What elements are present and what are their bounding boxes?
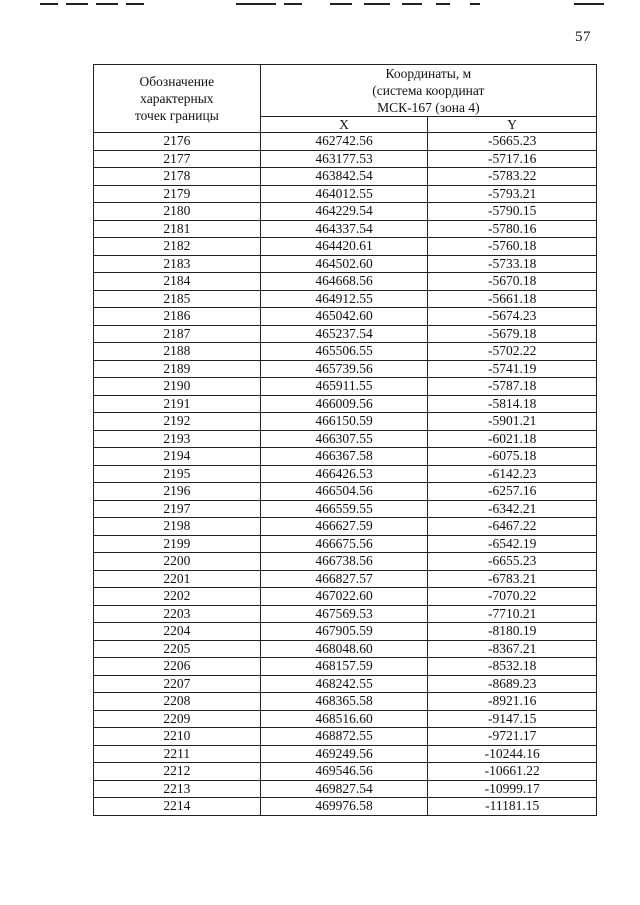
- y-coordinate-cell: -11181.15: [428, 798, 597, 816]
- x-coordinate-cell: 464502.60: [260, 255, 428, 273]
- y-coordinate-cell: -9721.17: [428, 728, 597, 746]
- x-coordinate-cell: 466675.56: [260, 535, 428, 553]
- table-row: [94, 675, 597, 693]
- header-points-line-2: характерных: [140, 91, 214, 106]
- point-id-cell: 2178: [94, 168, 261, 186]
- y-coordinate-cell: -6142.23: [428, 465, 597, 483]
- table-row: [94, 518, 597, 536]
- table-row: [94, 780, 597, 798]
- x-coordinate-cell: 464420.61: [260, 238, 428, 256]
- x-coordinate-cell: 466426.53: [260, 465, 428, 483]
- coordinates-table: [93, 64, 597, 816]
- point-id-cell: 2185: [94, 290, 261, 308]
- x-coordinate-cell: 464912.55: [260, 290, 428, 308]
- header-y: Y: [428, 117, 597, 133]
- y-coordinate-cell: -6075.18: [428, 448, 597, 466]
- x-coordinate-cell: 468157.59: [260, 658, 428, 676]
- x-coordinate-cell: 466627.59: [260, 518, 428, 536]
- table-row: [94, 133, 597, 151]
- x-coordinate-cell: 468872.55: [260, 728, 428, 746]
- y-coordinate-cell: -6021.18: [428, 430, 597, 448]
- table-row: [94, 588, 597, 606]
- page-number: 57: [575, 29, 591, 45]
- point-id-cell: 2209: [94, 710, 261, 728]
- x-coordinate-cell: 463842.54: [260, 168, 428, 186]
- point-id-cell: 2214: [94, 798, 261, 816]
- point-id-cell: 2186: [94, 308, 261, 326]
- y-coordinate-cell: -6783.21: [428, 570, 597, 588]
- y-coordinate-cell: -8532.18: [428, 658, 597, 676]
- point-id-cell: 2202: [94, 588, 261, 606]
- point-id-cell: 2197: [94, 500, 261, 518]
- x-coordinate-cell: 467022.60: [260, 588, 428, 606]
- y-coordinate-cell: -5783.22: [428, 168, 597, 186]
- x-coordinate-cell: 466827.57: [260, 570, 428, 588]
- point-id-cell: 2176: [94, 133, 261, 151]
- x-coordinate-cell: 466367.58: [260, 448, 428, 466]
- y-coordinate-cell: -7710.21: [428, 605, 597, 623]
- point-id-cell: 2198: [94, 518, 261, 536]
- y-coordinate-cell: -6342.21: [428, 500, 597, 518]
- y-coordinate-cell: -8180.19: [428, 623, 597, 641]
- y-coordinate-cell: -5674.23: [428, 308, 597, 326]
- point-id-cell: 2192: [94, 413, 261, 431]
- point-id-cell: 2196: [94, 483, 261, 501]
- point-id-cell: 2193: [94, 430, 261, 448]
- table-row: [94, 290, 597, 308]
- point-id-cell: 2213: [94, 780, 261, 798]
- x-coordinate-cell: 469546.56: [260, 763, 428, 781]
- x-coordinate-cell: 466150.59: [260, 413, 428, 431]
- table-row: [94, 343, 597, 361]
- x-coordinate-cell: 465042.60: [260, 308, 428, 326]
- y-coordinate-cell: -8367.21: [428, 640, 597, 658]
- table-row: [94, 535, 597, 553]
- x-coordinate-cell: 469249.56: [260, 745, 428, 763]
- table-row: [94, 465, 597, 483]
- header-coords-line-2: (система координат: [372, 83, 485, 98]
- y-coordinate-cell: -5733.18: [428, 255, 597, 273]
- table-row: [94, 413, 597, 431]
- table-row: [94, 395, 597, 413]
- y-coordinate-cell: -6542.19: [428, 535, 597, 553]
- x-coordinate-cell: 464012.55: [260, 185, 428, 203]
- x-coordinate-cell: 468365.58: [260, 693, 428, 711]
- x-coordinate-cell: 465506.55: [260, 343, 428, 361]
- table-row: [94, 360, 597, 378]
- point-id-cell: 2191: [94, 395, 261, 413]
- point-id-cell: 2195: [94, 465, 261, 483]
- point-id-cell: 2177: [94, 150, 261, 168]
- y-coordinate-cell: -6257.16: [428, 483, 597, 501]
- table-row: [94, 203, 597, 221]
- x-coordinate-cell: 464337.54: [260, 220, 428, 238]
- header-x: X: [260, 117, 428, 133]
- x-coordinate-cell: 469827.54: [260, 780, 428, 798]
- table-row: [94, 640, 597, 658]
- x-coordinate-cell: 465911.55: [260, 378, 428, 396]
- header-coordinates: [260, 65, 596, 117]
- x-coordinate-cell: 466738.56: [260, 553, 428, 571]
- header-points-line-1: Обозначение: [139, 74, 215, 89]
- point-id-cell: 2206: [94, 658, 261, 676]
- table-body: [94, 133, 597, 816]
- x-coordinate-cell: 468242.55: [260, 675, 428, 693]
- point-id-cell: 2201: [94, 570, 261, 588]
- point-id-cell: 2211: [94, 745, 261, 763]
- table-row: [94, 728, 597, 746]
- table-row: [94, 658, 597, 676]
- point-id-cell: 2181: [94, 220, 261, 238]
- point-id-cell: 2207: [94, 675, 261, 693]
- y-coordinate-cell: -5760.18: [428, 238, 597, 256]
- y-coordinate-cell: -7070.22: [428, 588, 597, 606]
- table-row: [94, 798, 597, 816]
- point-id-cell: 2210: [94, 728, 261, 746]
- y-coordinate-cell: -5790.15: [428, 203, 597, 221]
- table-row: [94, 483, 597, 501]
- point-id-cell: 2184: [94, 273, 261, 291]
- table-row: [94, 693, 597, 711]
- y-coordinate-cell: -5702.22: [428, 343, 597, 361]
- table-row: [94, 710, 597, 728]
- x-coordinate-cell: 468048.60: [260, 640, 428, 658]
- table-row: [94, 168, 597, 186]
- table-row: [94, 325, 597, 343]
- point-id-cell: 2200: [94, 553, 261, 571]
- header-coords-line-1: Координаты, м: [385, 66, 472, 81]
- table-row: [94, 378, 597, 396]
- point-id-cell: 2208: [94, 693, 261, 711]
- y-coordinate-cell: -8689.23: [428, 675, 597, 693]
- y-coordinate-cell: -5665.23: [428, 133, 597, 151]
- y-coordinate-cell: -5814.18: [428, 395, 597, 413]
- y-coordinate-cell: -5787.18: [428, 378, 597, 396]
- table-row: [94, 150, 597, 168]
- y-coordinate-cell: -5741.19: [428, 360, 597, 378]
- point-id-cell: 2199: [94, 535, 261, 553]
- point-id-cell: 2194: [94, 448, 261, 466]
- y-coordinate-cell: -9147.15: [428, 710, 597, 728]
- y-coordinate-cell: -10244.16: [428, 745, 597, 763]
- x-coordinate-cell: 462742.56: [260, 133, 428, 151]
- table-row: [94, 623, 597, 641]
- table-row: [94, 745, 597, 763]
- y-coordinate-cell: -6655.23: [428, 553, 597, 571]
- x-coordinate-cell: 465739.56: [260, 360, 428, 378]
- point-id-cell: 2187: [94, 325, 261, 343]
- y-coordinate-cell: -5793.21: [428, 185, 597, 203]
- point-id-cell: 2189: [94, 360, 261, 378]
- point-id-cell: 2205: [94, 640, 261, 658]
- scan-edge-marks: [0, 0, 640, 14]
- x-coordinate-cell: 464668.56: [260, 273, 428, 291]
- point-id-cell: 2180: [94, 203, 261, 221]
- table-row: [94, 763, 597, 781]
- y-coordinate-cell: -5670.18: [428, 273, 597, 291]
- y-coordinate-cell: -8921.16: [428, 693, 597, 711]
- x-coordinate-cell: 466559.55: [260, 500, 428, 518]
- table-row: [94, 308, 597, 326]
- x-coordinate-cell: 467569.53: [260, 605, 428, 623]
- table-row: [94, 273, 597, 291]
- point-id-cell: 2204: [94, 623, 261, 641]
- header-points-line-3: точек границы: [134, 108, 219, 123]
- x-coordinate-cell: 469976.58: [260, 798, 428, 816]
- table-row: [94, 255, 597, 273]
- y-coordinate-cell: -5901.21: [428, 413, 597, 431]
- point-id-cell: 2212: [94, 763, 261, 781]
- y-coordinate-cell: -10999.17: [428, 780, 597, 798]
- table-row: [94, 553, 597, 571]
- table-row: [94, 220, 597, 238]
- y-coordinate-cell: -5661.18: [428, 290, 597, 308]
- y-coordinate-cell: -5679.18: [428, 325, 597, 343]
- table-row: [94, 500, 597, 518]
- table-row: [94, 185, 597, 203]
- x-coordinate-cell: 466307.55: [260, 430, 428, 448]
- header-coords-line-3: МСК-167 (зона 4): [377, 100, 480, 115]
- table-row: [94, 448, 597, 466]
- x-coordinate-cell: 466009.56: [260, 395, 428, 413]
- point-id-cell: 2182: [94, 238, 261, 256]
- y-coordinate-cell: -5780.16: [428, 220, 597, 238]
- x-coordinate-cell: 467905.59: [260, 623, 428, 641]
- x-coordinate-cell: 465237.54: [260, 325, 428, 343]
- point-id-cell: 2190: [94, 378, 261, 396]
- point-id-cell: 2188: [94, 343, 261, 361]
- x-coordinate-cell: 464229.54: [260, 203, 428, 221]
- y-coordinate-cell: -5717.16: [428, 150, 597, 168]
- y-coordinate-cell: -10661.22: [428, 763, 597, 781]
- x-coordinate-cell: 466504.56: [260, 483, 428, 501]
- point-id-cell: 2179: [94, 185, 261, 203]
- header-points: [94, 65, 261, 133]
- table-row: [94, 430, 597, 448]
- x-coordinate-cell: 468516.60: [260, 710, 428, 728]
- table-row: [94, 605, 597, 623]
- point-id-cell: 2183: [94, 255, 261, 273]
- table-row: [94, 238, 597, 256]
- table-row: [94, 570, 597, 588]
- y-coordinate-cell: -6467.22: [428, 518, 597, 536]
- x-coordinate-cell: 463177.53: [260, 150, 428, 168]
- point-id-cell: 2203: [94, 605, 261, 623]
